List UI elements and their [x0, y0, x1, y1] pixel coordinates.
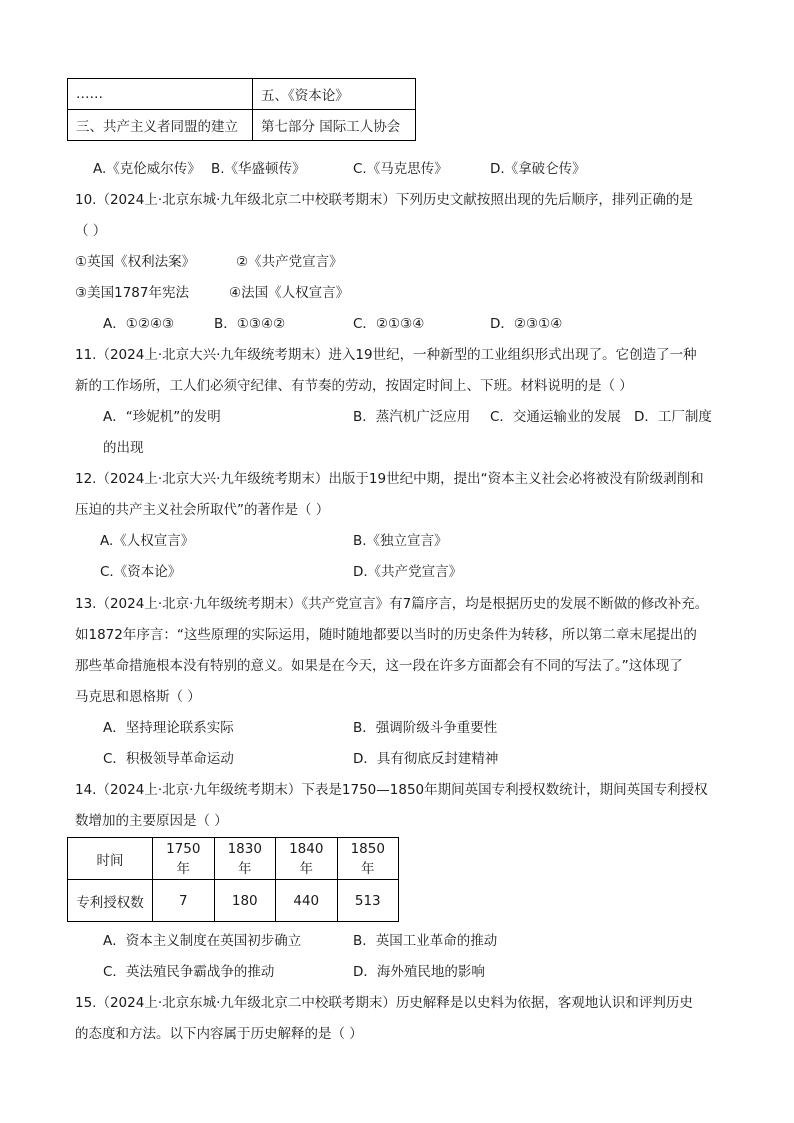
q13-stem-line4: 马克思和恩格斯（ ）	[75, 689, 201, 705]
q11-option-d[interactable]: D．工厂制度	[634, 409, 712, 425]
q10-option-d[interactable]: D．②③①④	[490, 316, 563, 332]
q11-option-a[interactable]: A．“珍妮机”的发明	[103, 409, 221, 425]
q12-stem-line2: 压迫的共产主义社会所取代”的著作是（ ）	[75, 502, 330, 518]
q10-stem-line2: （ ）	[75, 223, 107, 239]
q12-stem-line1: 12.（2024上·北京大兴·九年级统考期末）出版于19世纪中期，提出“资本主义社会必将被没有阶级剥削和	[75, 471, 704, 487]
q13-stem-line1: 13.（2024上·北京·九年级统考期末）《共产党宣言》有7篇序言，均是根据历史的发展不断做的修改补充。	[75, 596, 709, 612]
table-header-cell: 时间	[68, 838, 153, 880]
q11-option-c[interactable]: C．交通运输业的发展	[490, 409, 621, 425]
q10-stem-line1: 10.（2024上·北京东城·九年级北京二中校联考期末）下列历史文献按照出现的先后顺序，排列正确的是	[75, 192, 693, 208]
q13-option-d[interactable]: D．具有彻底反封建精神	[353, 751, 499, 767]
q9-option-a[interactable]: A.《克伦威尔传》	[93, 161, 201, 177]
q9-material-table	[67, 78, 416, 141]
q10-item-4: ④法国《人权宣言》	[229, 285, 350, 301]
q13-option-a[interactable]: A．坚持理论联系实际	[103, 720, 234, 736]
q11-stem-line2: 新的工作场所，工人们必须守纪律、有节奏的劳动，按固定时间上、下班。材料说明的是（ ）	[75, 378, 633, 394]
q9-option-c[interactable]: C.《马克思传》	[353, 161, 448, 177]
q9-option-d[interactable]: D.《拿破仑传》	[490, 161, 586, 177]
q10-option-b[interactable]: B．①③④②	[214, 316, 286, 332]
q10-item-2: ②《共产党宣言》	[236, 254, 343, 270]
q14-option-b[interactable]: B．英国工业革命的推动	[353, 933, 498, 949]
table-cell: ……	[68, 79, 253, 110]
q14-option-d[interactable]: D．海外殖民地的影响	[353, 964, 485, 980]
q11-option-d-cont: 的出现	[103, 440, 144, 456]
q10-item-1: ①英国《权利法案》	[75, 254, 196, 270]
table-cell: 三、共产主义者同盟的建立	[68, 110, 253, 141]
q10-option-c[interactable]: C．②①③④	[353, 316, 425, 332]
q13-option-c[interactable]: C．积极领导革命运动	[103, 751, 234, 767]
table-cell: 180	[214, 880, 276, 922]
table-cell: 专利授权数	[68, 880, 153, 922]
table-cell: 第七部分 国际工人协会	[253, 110, 416, 141]
table-header-cell: 1840年	[276, 838, 338, 880]
q14-stem-line1: 14.（2024上·北京·九年级统考期末）下表是1750—1850年期间英国专利授权数统计，期间英国专利授权	[75, 782, 708, 798]
table-row	[68, 880, 399, 922]
patent-table	[67, 837, 399, 922]
table-cell: 513	[337, 880, 399, 922]
q14-option-c[interactable]: C．英法殖民争霸战争的推动	[103, 964, 275, 980]
q11-option-b[interactable]: B．蒸汽机广泛应用	[353, 409, 471, 425]
table-cell: 440	[276, 880, 338, 922]
q12-option-b[interactable]: B.《独立宣言》	[353, 533, 448, 549]
q15-stem-line2: 的态度和方法。以下内容属于历史解释的是（ ）	[75, 1026, 363, 1042]
table-cell: 五、《资本论》	[253, 79, 416, 110]
q9-option-b[interactable]: B.《华盛顿传》	[211, 161, 306, 177]
q10-option-a[interactable]: A．①②④③	[103, 316, 175, 332]
q14-option-a[interactable]: A．资本主义制度在英国初步确立	[103, 933, 302, 949]
q11-stem-line1: 11.（2024上·北京大兴·九年级统考期末）进入19世纪，一种新型的工业组织形式出现了。它创造了一种	[75, 347, 697, 363]
q13-stem-line3: 那些革命措施根本没有特别的意义。如果是在今天，这一段在许多方面都会有不同的写法了。”这体现了	[75, 658, 683, 674]
q14-stem-line2: 数增加的主要原因是（ ）	[75, 813, 228, 829]
q12-option-c[interactable]: C.《资本论》	[100, 564, 182, 580]
table-header-row	[68, 838, 399, 880]
table-cell: 7	[153, 880, 215, 922]
q12-option-a[interactable]: A.《人权宣言》	[100, 533, 195, 549]
table-header-cell: 1750年	[153, 838, 215, 880]
table-header-cell: 1830年	[214, 838, 276, 880]
q10-item-3: ③美国1787年宪法	[75, 285, 189, 301]
q15-stem-line1: 15.（2024上·北京东城·九年级北京二中校联考期末）历史解释是以史料为依据，客观地认识和评判历史	[75, 995, 693, 1011]
table-header-cell: 1850年	[337, 838, 399, 880]
q13-stem-line2: 如1872年序言：“这些原理的实际运用，随时随地都要以当时的历史条件为转移，所以第二章末尾提出的	[75, 627, 697, 643]
q13-option-b[interactable]: B．强调阶级斗争重要性	[353, 720, 498, 736]
q12-option-d[interactable]: D.《共产党宣言》	[353, 564, 463, 580]
